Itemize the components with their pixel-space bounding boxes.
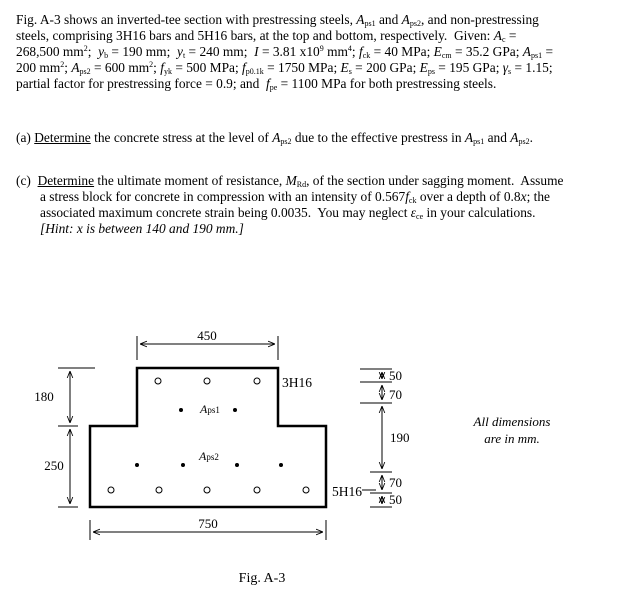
label-aps2: Aps2 — [199, 449, 219, 463]
question-a-verb: Determine — [34, 130, 91, 145]
dim-70-bottom-label: 70 — [389, 475, 402, 490]
bottom-bar — [156, 487, 162, 493]
aps2-strands — [135, 463, 283, 467]
top-bars-3h16 — [155, 378, 260, 384]
bottom-bar — [303, 487, 309, 493]
note-line-1: All dimensions — [473, 414, 551, 429]
dim-stem-height-label: 180 — [34, 389, 54, 404]
figure-caption: Fig. A-3 — [238, 571, 286, 586]
aps1-strand — [233, 408, 237, 412]
label-aps1: Aps1 — [200, 402, 220, 416]
bottom-bar — [204, 487, 210, 493]
top-bar — [204, 378, 210, 384]
dim-bottom-width-label: 750 — [198, 516, 218, 531]
dim-50-bottom-label: 50 — [389, 492, 402, 507]
bottom-bars-5h16 — [108, 487, 309, 493]
dim-right-verticals — [360, 369, 392, 507]
question-a-label: (a) — [16, 130, 31, 145]
top-bar — [254, 378, 260, 384]
bottom-bar — [254, 487, 260, 493]
dim-70-top-label: 70 — [389, 387, 402, 402]
question-c-hint: [Hint: x is between 140 and 190 mm.] — [40, 221, 244, 236]
top-bar — [155, 378, 161, 384]
aps2-strand — [181, 463, 185, 467]
question-c-line-2: a stress block for concrete in compression with an intensity of $0.567f_{ck}$ over a depth of 0.8x; the — [40, 189, 550, 205]
label-bottom-bars: 5H16 — [332, 484, 362, 499]
intro-line-5: partial factor for prestressing force = 0.9; and $f_{pe} = 1100$ MPa for both prestressing steels. — [16, 76, 497, 92]
question-c-line-3: associated maximum concrete strain being 0.0035. You may neglect $\varepsilon_{ce}$ in your calculations. — [40, 205, 536, 221]
question-a-text: the concrete stress at the level of $A_{ps2}$ due to the effective prestress in $A_{ps1}$ and $A_{ps2}$. — [94, 130, 533, 146]
aps2-strand — [135, 463, 139, 467]
bottom-bar — [108, 487, 114, 493]
dim-flange-height-label: 250 — [44, 458, 64, 473]
intro-line-4: 200 $mm^2$; $A_{ps2} = 600$ $mm^2$; $f_{yk} = 500$ MPa; $f_{p0.1k} = 1750$ MPa; $E_s = 200$ GPa; $E_{ps} = 195$ GPa; $\gamma_s = 1.15$; — [16, 60, 553, 76]
aps2-strand — [235, 463, 239, 467]
dim-50-top-label: 50 — [389, 368, 402, 383]
intro-line-1: Fig. A-3 shows an inverted-tee section with prestressing steels, $A_{ps1}$ and $A_{ps2}$, and non-prestressing — [16, 12, 539, 28]
question-c-line-1: (c) Determine the ultimate moment of resistance, $M_{Rd}$, of the section under sagging moment. Assume — [16, 173, 564, 189]
aps1-strand — [179, 408, 183, 412]
aps2-strand — [279, 463, 283, 467]
label-top-bars: 3H16 — [282, 375, 312, 390]
dim-top-width-label: 450 — [197, 328, 217, 343]
intro-line-3: 268,500 $mm^2$; $y_b = 190$ mm; $y_t = 240$ mm; I = 3.81 $x10^9$ $mm^4$; $f_{ck} = 40$ MPa; $E_{cm} = 35.2$ GPa; $A_{ps1}$ = — [16, 44, 554, 60]
note-line-2: are in mm. — [484, 431, 540, 446]
intro-line-2: steels, comprising 3H16 bars and 5H16 bars, at the top and bottom, respectively. Given: $A_c$ = — [16, 28, 517, 44]
dim-190-label: 190 — [390, 430, 410, 445]
